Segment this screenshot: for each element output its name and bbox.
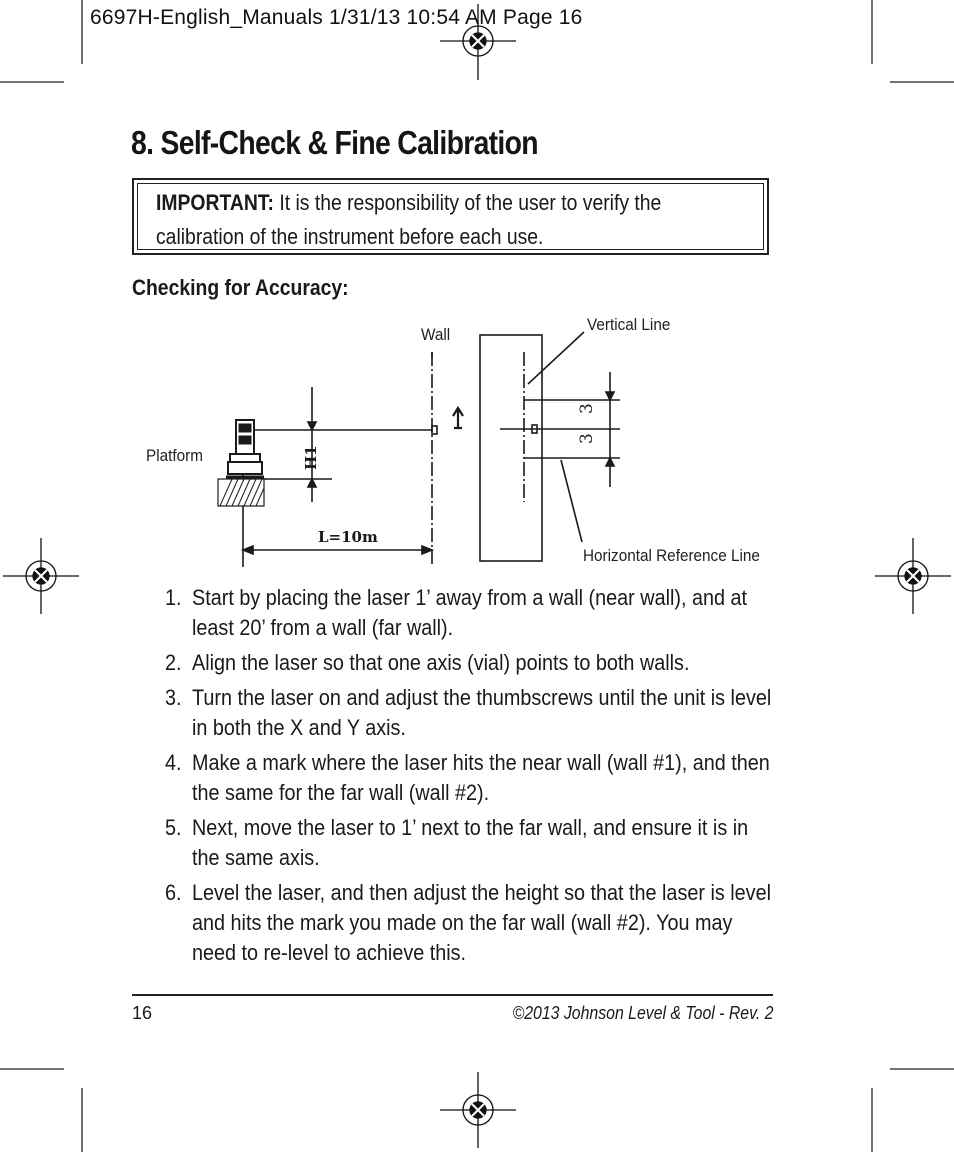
far-wall xyxy=(480,335,542,561)
wall-label: Wall xyxy=(421,325,451,344)
step-text: Align the laser so that one axis (vial) points to both walls. xyxy=(192,650,690,675)
calibration-diagram xyxy=(140,312,780,574)
calibration-diagram-drawing xyxy=(140,312,780,574)
step-number: 1. xyxy=(165,585,182,610)
registration-mark-bottom xyxy=(440,1072,516,1148)
list-item xyxy=(165,748,777,808)
step-text: Start by placing the laser 1’ away from a wall (near wall), and at least 20’ from a wall (far wall). xyxy=(192,585,748,640)
step-number: 5. xyxy=(165,815,182,840)
print-slug: 6697H-English_Manuals 1/31/13 10:54 AM Page 16 xyxy=(90,6,583,29)
offset-bottom-label: 3 xyxy=(577,433,597,444)
platform-label: Platform xyxy=(146,446,203,465)
step-text: Level the laser, and then adjust the height so that the laser is level and hits the mark you made on the far wall (wall #2). You may need to re-level to achieve this. xyxy=(192,880,771,965)
calibration-steps-list xyxy=(165,583,805,973)
list-item xyxy=(165,813,777,873)
list-item xyxy=(165,683,777,743)
horizontal-ref-leader xyxy=(561,460,582,542)
important-label: IMPORTANT: xyxy=(156,190,274,215)
distance-label: L=10m xyxy=(318,528,378,546)
important-notice-box xyxy=(132,178,769,255)
up-arrow-icon xyxy=(453,408,463,428)
page-number: 16 xyxy=(132,1003,153,1023)
copyright-notice: ©2013 Johnson Level & Tool - Rev. 2 xyxy=(512,1003,773,1023)
page-title: 8. Self-Check & Fine Calibration xyxy=(131,124,538,161)
h1-label: H1 xyxy=(302,445,320,470)
important-body: It is the responsibility of the user to verify the calibration of the instrument before each use. xyxy=(156,190,662,249)
horizontal-reference-line-label: Horizontal Reference Line xyxy=(583,546,760,565)
vertical-line-leader xyxy=(528,332,584,384)
section-subheading: Checking for Accuracy: xyxy=(132,275,349,300)
step-text: Turn the laser on and adjust the thumbscrews until the unit is level in both the X and Y axis. xyxy=(192,685,772,740)
footer-divider xyxy=(132,994,773,996)
important-notice-text xyxy=(156,186,719,254)
step-number: 3. xyxy=(165,685,182,710)
list-item xyxy=(165,648,777,678)
step-text: Make a mark where the laser hits the near wall (wall #1), and then the same for the far wall (wall #2). xyxy=(192,750,770,805)
registration-mark-right xyxy=(875,538,951,614)
step-text: Next, move the laser to 1’ next to the far wall, and ensure it is in the same axis. xyxy=(192,815,749,870)
step-number: 2. xyxy=(165,650,182,675)
list-item xyxy=(165,878,777,968)
step-number: 4. xyxy=(165,750,182,775)
list-item xyxy=(165,583,777,643)
platform xyxy=(218,479,264,506)
laser-device-icon xyxy=(226,420,264,477)
vertical-line-label: Vertical Line xyxy=(587,315,671,334)
registration-mark-left xyxy=(3,538,79,614)
offset-top-label: 3 xyxy=(577,403,597,414)
step-number: 6. xyxy=(165,880,182,905)
